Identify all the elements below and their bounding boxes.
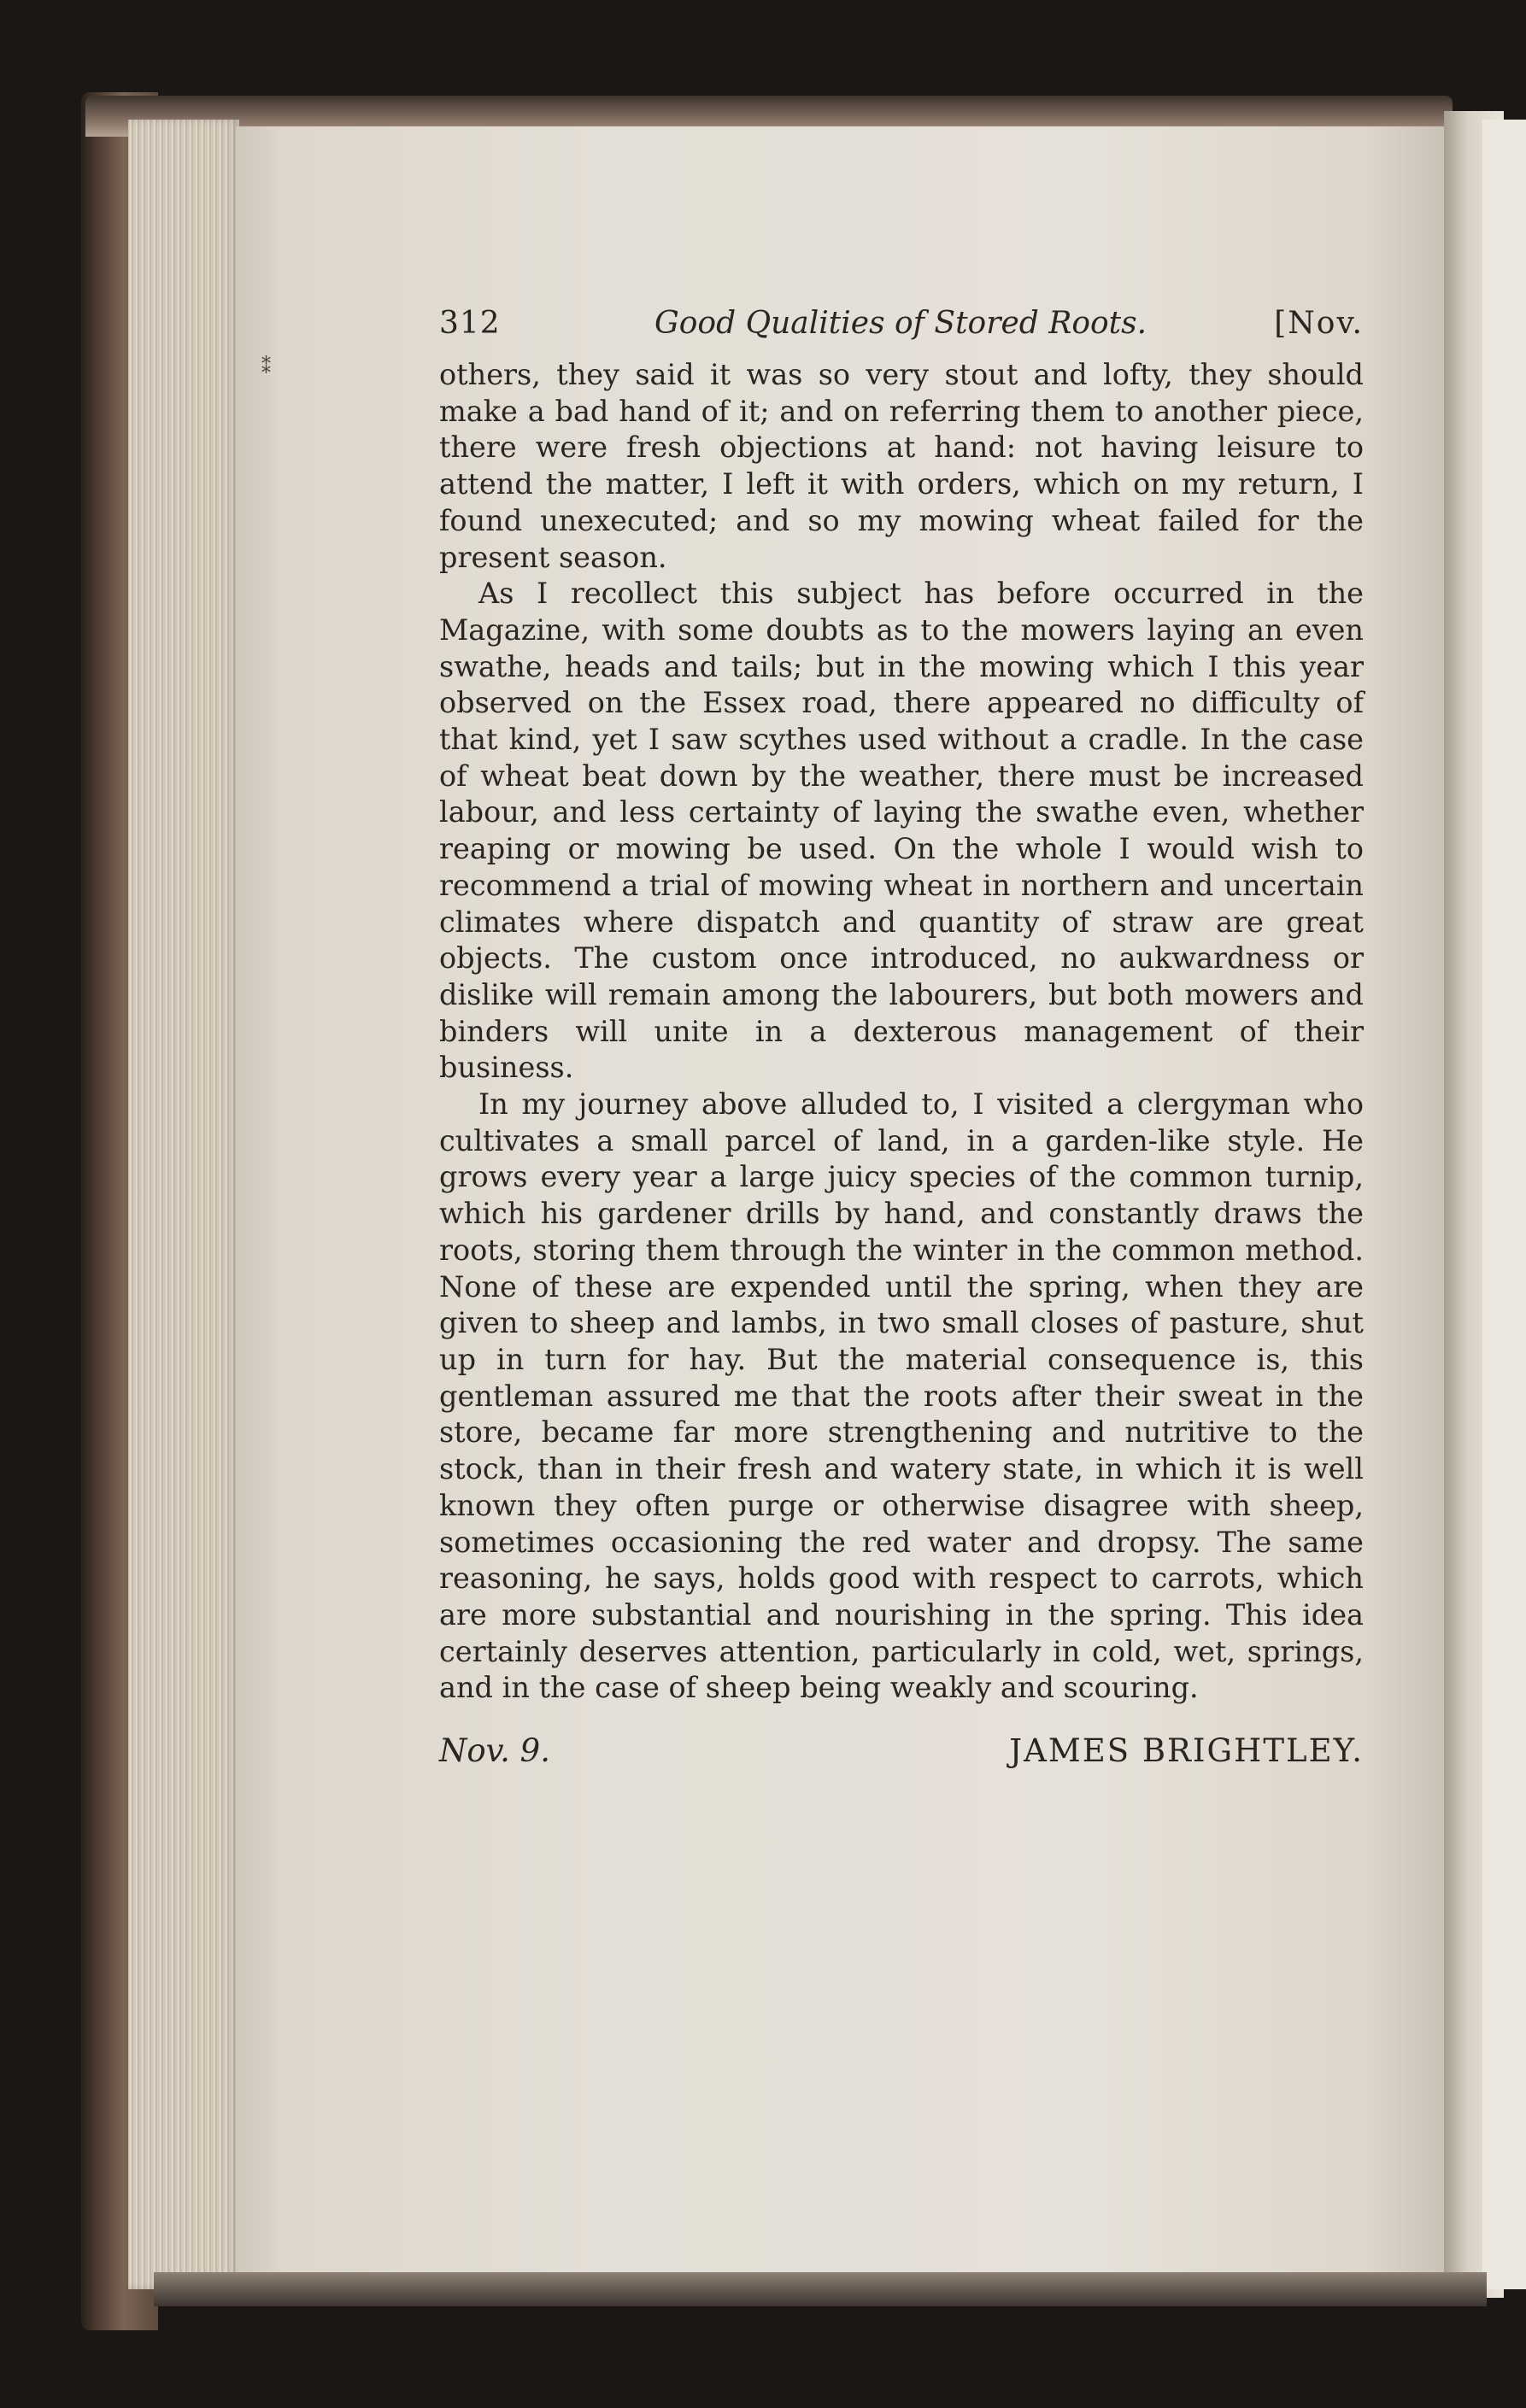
- signature-line: [439, 1732, 1364, 1775]
- facing-page-edge: [1482, 120, 1526, 2289]
- running-title: Good Qualities of Stored Roots.: [654, 306, 1147, 341]
- margin-mark: ⁑: [261, 357, 271, 378]
- paragraph-1: others, they said it was so very stout and lofty, they should make a bad hand of it; and on referring them to another piece, there were fresh objections at hand: not having leisure to attend the matter, I left it with orders, which on my return, I found unexecuted; and so my mowing wheat failed for the present season.: [439, 358, 1364, 574]
- page-text: [439, 306, 1364, 1775]
- page-edges: [128, 120, 239, 2289]
- paragraph-2: As I recollect this subject has before occurred in the Magazine, with some doubts as to the mowers laying an even swathe, heads and tails; but in the mowing which I this year observed on the Essex road, there appeared no difficulty of that kind, yet I saw scythes used without a cradle. In the case of wheat beat down by the weather, there must be increased labour, and less certainty of laying the swathe even, whether reaping or mowing be used. On the whole I would wish to recommend a trial of mowing wheat in northern and uncertain climates where dispatch and quantity of straw are great objects. The custom once introduced, no aukwardness or dislike will remain among the labourers, but both mowers and binders will unite in a dexterous management of their business.: [439, 577, 1364, 1085]
- signature-name: JAMES BRIGHTLEY.: [1009, 1732, 1364, 1770]
- header-month: [Nov.: [1274, 306, 1364, 341]
- signature-date: Nov. 9.: [439, 1732, 550, 1770]
- bottom-shadow: [154, 2272, 1487, 2306]
- paragraph-3: In my journey above alluded to, I visited a clergyman who cultivates a small parcel of land, in a garden-like style. He grows every year a large juicy species of the common turnip, which his gardener drills by hand, and constantly draws the roots, storing them through the winter in the common method. None of these are expended until the spring, when they are given to sheep and lambs, in two small closes of pasture, shut up in turn for hay. But the material consequence is, this gentleman assured me that the roots after their sweat in the store, became far more strengthening and nutritive to the stock, than in their fresh and watery state, in which it is well known they often purge or otherwise disagree with sheep, sometimes occasioning the red water and dropsy. The same reasoning, he says, holds good with respect to carrots, which are more substantial and nourishing in the spring. This idea certainly deserves attention, particularly in cold, wet, springs, and in the case of sheep being weakly and scouring.: [439, 1087, 1364, 1705]
- page-number: 312: [439, 306, 501, 341]
- running-header: [439, 306, 1364, 357]
